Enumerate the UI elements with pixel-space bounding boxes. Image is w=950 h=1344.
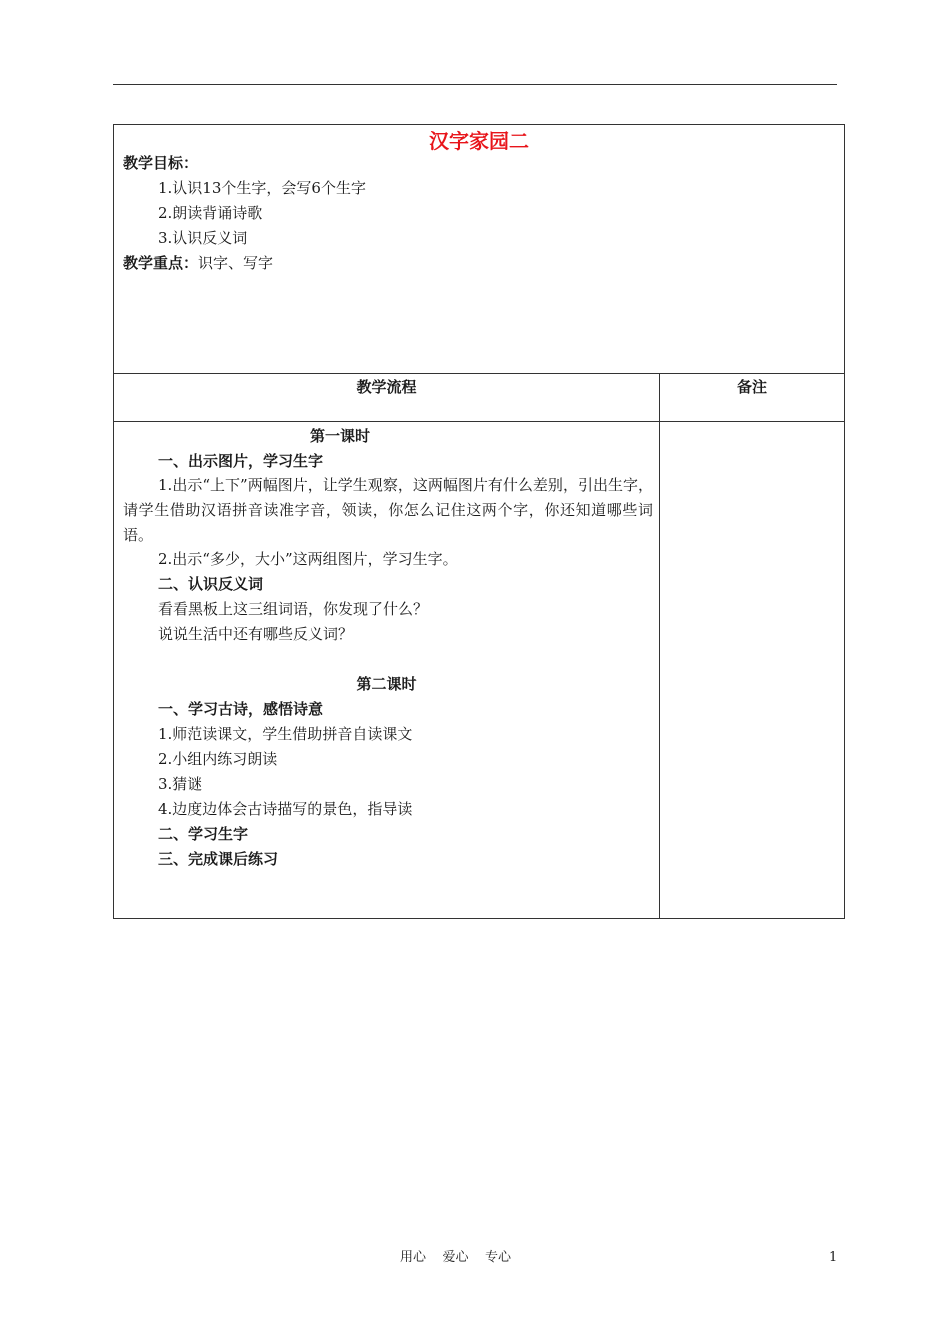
objective-item: 3.认识反义词: [158, 229, 248, 247]
table-divider: [114, 373, 844, 374]
key-points-row: [123, 253, 273, 273]
objectives-heading: 教学目标：: [123, 154, 199, 172]
header-rule: [113, 84, 837, 85]
lesson1-section2-heading: 二、认识反义词: [158, 575, 264, 593]
lesson2-step: 2.小组内练习朗读: [158, 750, 278, 768]
lesson1-title: 第一课时: [309, 427, 370, 445]
process-column-header: 教学流程: [356, 378, 417, 396]
objective-item: 1.认识13个生字，会写6个生字: [158, 179, 366, 197]
lesson2-step: 3.猜谜: [158, 775, 203, 793]
lesson2-step: 4.边度边体会古诗描写的景色，指导读: [158, 800, 413, 818]
key-points-text: 识字、写字: [198, 254, 274, 272]
column-divider: [659, 373, 660, 918]
lesson2-title: 第二课时: [356, 675, 417, 693]
document-title: 汉字家园二: [429, 129, 529, 153]
page-number: 1: [829, 1250, 838, 1265]
lesson-plan-table: [113, 124, 845, 919]
lesson1-question: 说说生活中还有哪些反义词？: [158, 625, 354, 643]
lesson2-step: 1.师范读课文，学生借助拼音自读课文: [158, 725, 413, 743]
lesson2-section3-heading: 三、完成课后练习: [158, 850, 279, 868]
lesson1-step2: 2.出示“多少，大小”这两组图片，学习生字。: [158, 550, 458, 568]
lesson2-section2-heading: 二、学习生字: [158, 825, 249, 843]
objective-item: 2.朗读背诵诗歌: [158, 204, 263, 222]
lesson2-section1-heading: 一、学习古诗，感悟诗意: [158, 700, 324, 718]
footer-slogan: 用心 爱心 专心: [400, 1250, 512, 1265]
lesson1-step1: 1.出示“上下”两幅图片，让学生观察，这两幅图片有什么差别，引出生字，请学生借助汉语拼音读准字音，领读，你怎么记住这两个字，你还知道哪些词语。: [123, 476, 653, 544]
lesson1-question: 看看黑板上这三组词语，你发现了什么？: [158, 600, 429, 618]
table-divider: [114, 421, 844, 422]
lesson1-section1-heading: 一、出示图片，学习生字: [158, 452, 324, 470]
notes-column-header: 备注: [736, 378, 767, 396]
key-points-heading: 教学重点：: [123, 254, 199, 272]
